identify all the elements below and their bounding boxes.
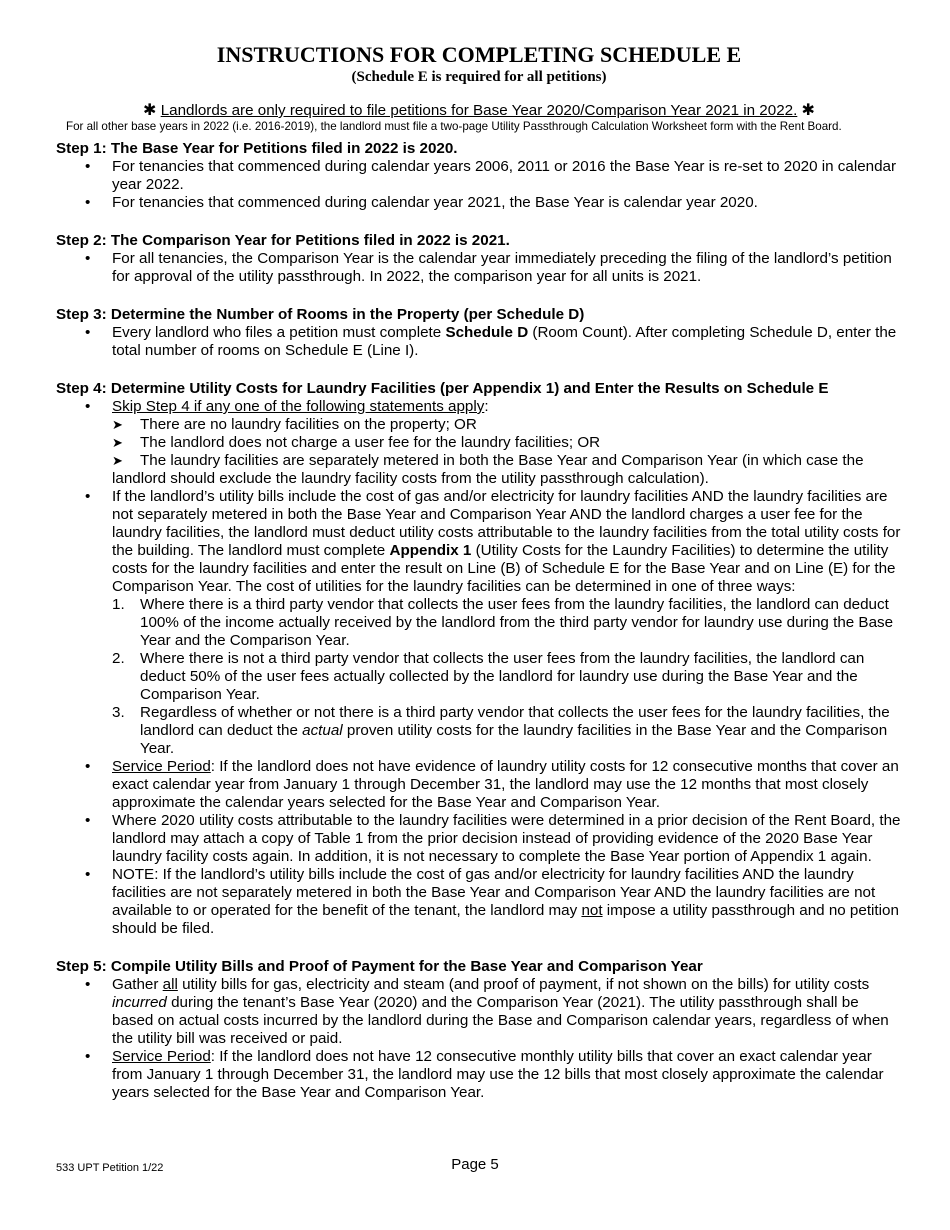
list-item xyxy=(56,758,902,812)
schedule-d-ref: Schedule D xyxy=(445,324,529,341)
list-item xyxy=(56,398,902,488)
form-id: 533 UPT Petition 1/22 xyxy=(56,1162,164,1174)
text-run: : xyxy=(484,398,489,415)
list-item: • For all tenancies, the Comparison Year is the calendar year immediately preceding the filing of the landlord’s petition for approval of the utility passthrough. In 2022, the comparison year for all units is 2021. xyxy=(56,250,902,286)
step-3-list xyxy=(56,324,902,360)
list-item: • For tenancies that commenced during calendar year 2021, the Base Year is calendar year 2020. xyxy=(56,194,902,212)
step-3-heading: Step 3: Determine the Number of Rooms in the Property (per Schedule D) xyxy=(56,306,585,323)
text-run: : If the landlord does not have evidence of laundry utility costs for 12 consecutive months that cover an exact calendar year from January 1 through December 31, the landlord may use the 12 months that most closely approximate the calendar years selected for the Base Year and Comparison Year. xyxy=(112,758,899,811)
step-2-list xyxy=(56,250,902,286)
text-run: all xyxy=(162,976,178,993)
page-subtitle: (Schedule E is required for all petitions) xyxy=(351,69,607,85)
list-item xyxy=(112,596,902,650)
list-number: 1. xyxy=(112,596,125,613)
list-item: • Where 2020 utility costs attributable to the laundry facilities were determined in a prior decision of the Rent Board, the landlord may attach a copy of Table 1 from the prior decision instead of providing evidence of the 2020 Base Year laundry facility costs again. In addition, it is not necessary to complete the Base Year portion of Appendix 1 again. xyxy=(56,812,902,866)
list-item xyxy=(56,488,902,758)
list-item xyxy=(56,866,902,938)
skip-conditions-list xyxy=(112,416,902,488)
step-1-list xyxy=(56,158,902,212)
service-period-label: Service Period xyxy=(112,758,211,775)
methods-list xyxy=(112,596,902,758)
text-run: proven utility costs for the laundry facilities in the Base Year and the Comparison Year. xyxy=(140,722,888,757)
list-item: • For tenancies that commenced during calendar years 2006, 2011 or 2016 the Base Year is re-set to 2020 in calendar year 2022. xyxy=(56,158,902,194)
list-number: 2. xyxy=(112,650,125,667)
text-run: utility bills for gas, electricity and steam (and proof of payment, if not shown on the bills) for utility costs xyxy=(177,976,870,993)
notice-text: Landlords are only required to file petitions for Base Year 2020/Comparison Year 2021 in 2022. xyxy=(160,102,798,119)
text-run: If the landlord’s utility bills include the cost of gas and/or electricity for laundry facilities AND the laundry facilities are not separately metered in both the Base Year and Comparison Year AND the landlord charges a user fee for the laundry facilities, the landlord must deduct utility costs attributable to the laundry facilities from the total utility costs for the building. The landlord must complete xyxy=(112,488,901,559)
list-item xyxy=(56,1048,902,1102)
step-4-list xyxy=(56,398,902,938)
list-item xyxy=(112,704,902,758)
document-page xyxy=(56,42,902,1122)
asterisk-icon: ✱ xyxy=(801,102,815,119)
other-base-years-note: For all other base years in 2022 (i.e. 2016-2019), the landlord must file a two-page Utility Passthrough Calculation Worksheet form with the Rent Board. xyxy=(66,120,842,133)
list-item xyxy=(112,650,902,704)
text-run: incurred xyxy=(112,994,167,1011)
list-item xyxy=(56,324,902,360)
list-item: ➤ There are no laundry facilities on the property; OR xyxy=(112,416,902,434)
list-number: 3. xyxy=(112,704,125,721)
text-run: Where there is not a third party vendor that collects the user fees from the laundry facilities, the landlord can deduct 50% of the user fees actually collected by the landlord for laundry use during the Base Year and the Comparison Year. xyxy=(140,650,865,703)
text-run: NOTE: If the landlord’s utility bills include the cost of gas and/or electricity for laundry facilities AND the laundry facilities are not separately metered in both the Base Year and Comparison Year AND the laundry facilities are not available to or operated for the benefit of the tenant, the landlord may xyxy=(112,866,876,919)
text-run: Regardless of whether or not there is a third party vendor that collects the user fees for the laundry facilities, the landlord can deduct the xyxy=(140,704,890,739)
step-5-heading: Step 5: Compile Utility Bills and Proof of Payment for the Base Year and Comparison Year xyxy=(56,958,703,975)
text-run: : If the landlord does not have 12 consecutive monthly utility bills that cover an exact calendar year from January 1 through December 31, the landlord may use the 12 bills that most closely approximate the calendar years selected for the Base Year and Comparison Year. xyxy=(112,1048,884,1101)
skip-condition-text: Skip Step 4 if any one of the following statements apply xyxy=(112,398,485,415)
text-run: Gather xyxy=(112,976,163,993)
page-title: INSTRUCTIONS FOR COMPLETING SCHEDULE E xyxy=(216,42,742,67)
step-2-heading: Step 2: The Comparison Year for Petitions filed in 2022 is 2021. xyxy=(56,232,510,249)
asterisk-icon: ✱ xyxy=(143,102,157,119)
text-run: (Room Count). After completing Schedule D, enter the total number of rooms on Schedule E (Line I). xyxy=(112,324,897,359)
text-run: Every landlord who files a petition must complete xyxy=(112,324,446,341)
appendix-1-ref: Appendix 1 xyxy=(389,542,472,559)
landlord-notice xyxy=(56,102,902,120)
step-1-heading: Step 1: The Base Year for Petitions filed in 2022 is 2020. xyxy=(56,140,458,157)
step-4-heading: Step 4: Determine Utility Costs for Laundry Facilities (per Appendix 1) and Enter the Results on Schedule E xyxy=(56,380,829,397)
list-item: ➤ The landlord does not charge a user fee for the laundry facilities; OR xyxy=(112,434,902,452)
page-number: Page 5 xyxy=(451,1156,499,1173)
text-run: actual xyxy=(302,722,343,739)
service-period-label: Service Period xyxy=(112,1048,211,1065)
text-run: impose a utility passthrough and no petition should be filed. xyxy=(112,902,899,937)
text-run: (Utility Costs for the Laundry Facilities) to determine the utility costs for the laundry facilities and enter the result on Line (B) of Schedule E for the Base Year and on Line (E) for the Comparison Year. The cost of utilities for the laundry facilities can be determined in one of three ways: xyxy=(112,542,896,595)
list-item: ➤ The laundry facilities are separately metered in both the Base Year and Comparison Year (in which case the landlord should exclude the laundry facility costs from the utility passthrough calculation). xyxy=(112,452,902,488)
text-run: during the tenant’s Base Year (2020) and the Comparison Year (2021). The utility passthrough shall be based on actual costs incurred by the landlord during the Base and Comparison calendar years, regardless of when the utility bill was received or paid. xyxy=(112,994,889,1047)
step-5-list xyxy=(56,976,902,1102)
text-run: not xyxy=(581,902,603,919)
text-run: Where there is a third party vendor that collects the user fees from the laundry facilities, the landlord can deduct 100% of the income actually received by the landlord from the third party vendor for laundry use during the Base Year and the Comparison Year. xyxy=(140,596,894,649)
list-item xyxy=(56,976,902,1048)
